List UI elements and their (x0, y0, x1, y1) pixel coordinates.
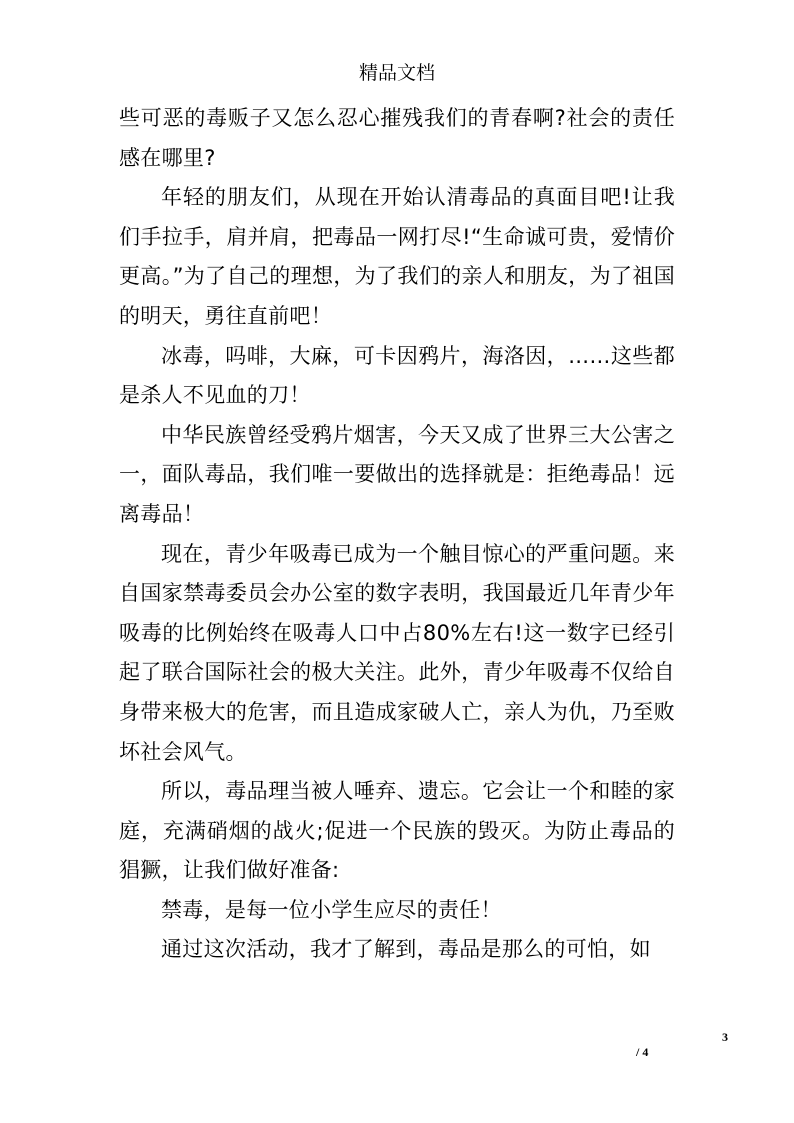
paragraph: 冰毒，吗啡，大麻，可卡因鸦片，海洛因，……这些都是杀人不见血的刀！ (119, 343, 675, 408)
page-total: / 4 (636, 1045, 649, 1059)
paragraph: 禁毒，是每一位小学生应尽的责任！ (161, 897, 502, 922)
paragraph-continuation: 些可恶的毒贩子又怎么忍心摧残我们的青春啊?社会的责任感在哪里? (119, 106, 675, 170)
paragraph: 通过这次活动，我才了解到，毒品是那么的可怕，如 (161, 937, 651, 962)
page-number: 3 (722, 1030, 728, 1044)
paragraph: 现在，青少年吸毒已成为一个触目惊心的严重问题。来自国家禁毒委员会办公室的数字表明，我国最近几年青少年吸毒的比例始终在吸毒人口中占80%左右!这一数字已经引起了联合国际社会的极大关注。此外，青少年吸毒不仅给自身带来极大的危害，而且造成家破人亡，亲人为仇，乃至败坏社会风气。 (119, 541, 675, 764)
page-header-title: 精品文档 (358, 62, 435, 84)
document-body (119, 99, 675, 970)
paragraph: 年轻的朋友们，从现在开始认清毒品的真面目吧!让我们手拉手，肩并肩，把毒品一网打尽!“生命诚可贵，爱情价更高。”为了自己的理想，为了我们的亲人和朋友，为了祖国的明天，勇往直前吧！ (119, 185, 675, 328)
paragraph: 中华民族曾经受鸦片烟害，今天又成了世界三大公害之一，面队毒品，我们唯一要做出的选择就是：拒绝毒品！远离毒品！ (119, 422, 675, 526)
paragraph: 所以，毒品理当被人唾弃、遗忘。它会让一个和睦的家庭，充满硝烟的战火;促进一个民族的毁灭。为防止毒品的猖獗，让我们做好准备: (119, 779, 675, 883)
